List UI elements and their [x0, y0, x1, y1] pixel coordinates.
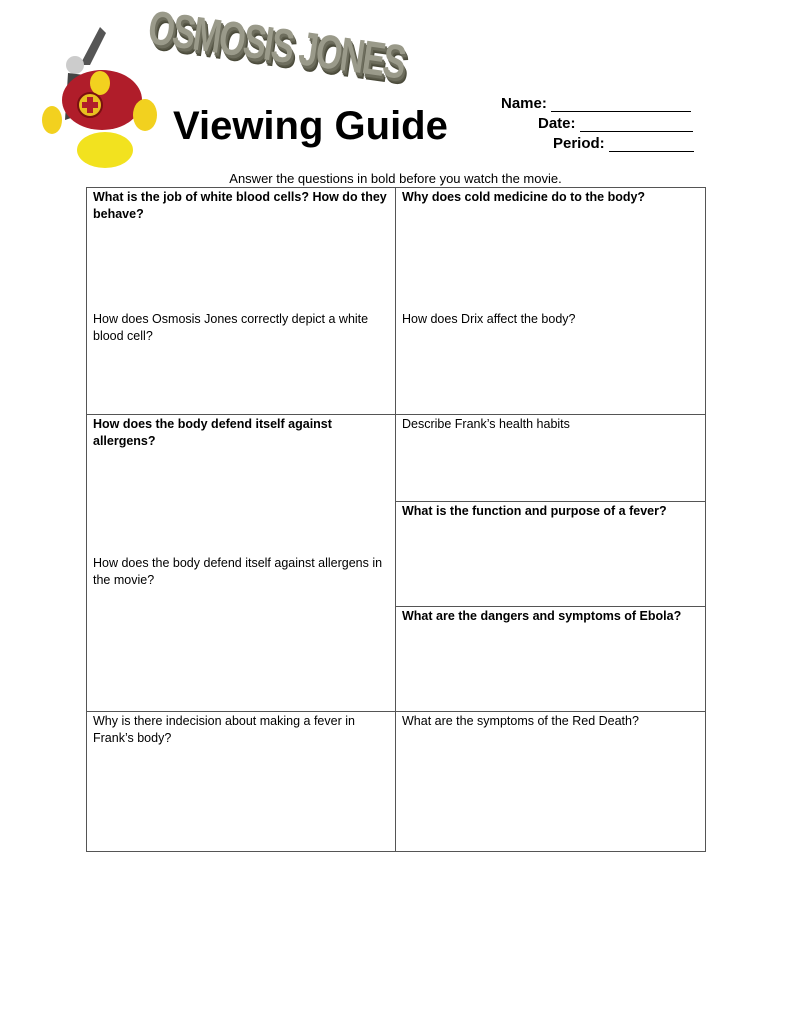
question: How does the body defend itself against allergens in the movie? [93, 556, 383, 587]
instructions: Answer the questions in bold before you watch the movie. [229, 171, 562, 186]
name-label: Name: [501, 95, 547, 112]
question: Why does cold medicine do to the body? [402, 190, 646, 204]
answer-cell[interactable] [395, 711, 706, 852]
character-illustration [40, 25, 160, 170]
osmosis-jones-logo: OSMOSIS JONES [144, 1, 408, 90]
period-field[interactable] [553, 135, 694, 152]
date-label: Date: [538, 115, 576, 132]
name-field[interactable] [501, 95, 691, 112]
question: What are the dangers and symptoms of Ebola? [402, 609, 682, 623]
question: Describe Frank’s health habits [402, 417, 570, 431]
question: What is the function and purpose of a fever? [402, 504, 667, 518]
question: What are the symptoms of the Red Death? [402, 714, 639, 728]
question: How does the body defend itself against allergens? [93, 417, 332, 448]
date-field[interactable] [538, 115, 693, 132]
question: Why is there indecision about making a fever in Frank’s body? [93, 714, 355, 745]
question: How does Osmosis Jones correctly depict a white blood cell? [93, 312, 369, 343]
page-title: Viewing Guide [173, 104, 448, 148]
question: How does Drix affect the body? [402, 312, 576, 326]
answer-cell[interactable] [395, 187, 706, 415]
question: What is the job of white blood cells? How do they behave? [93, 190, 387, 221]
period-label: Period: [553, 135, 605, 152]
